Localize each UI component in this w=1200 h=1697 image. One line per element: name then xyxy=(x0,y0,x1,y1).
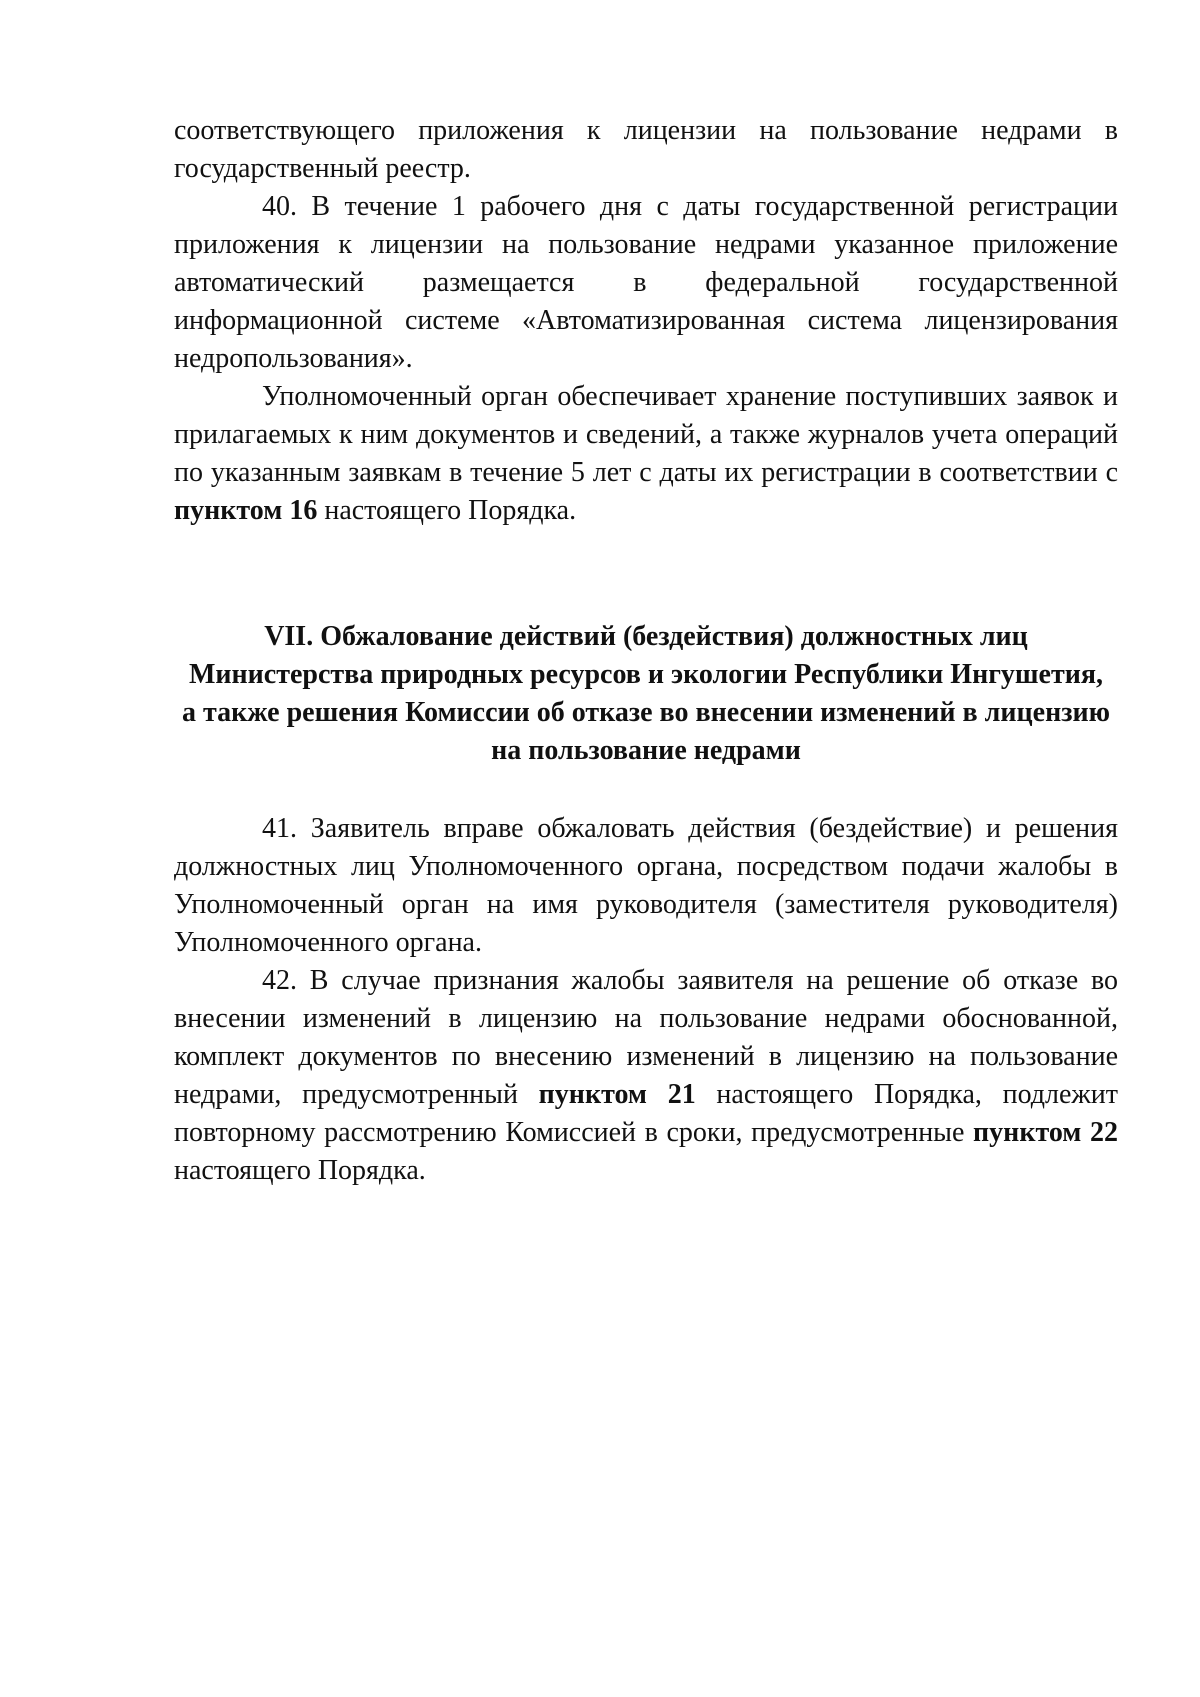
reference-punkt-22: пунктом 22 xyxy=(973,1117,1118,1148)
paragraph-42-text-1: 42. В случае признания жалобы заявителя на решение об отказе во внесении изменений в лицензию на пользование недрами обоснованной, комплект документов по внесению изменений в лицензию на пользование недрами, предусмотренный xyxy=(174,965,1118,1110)
paragraph-42-text-2: настоящего Порядка, подлежит повторному рассмотрению Комиссией в сроки, предусмотренные xyxy=(174,1079,1118,1148)
reference-punkt-16: пунктом 16 xyxy=(174,495,318,526)
section-heading-block xyxy=(174,618,1118,770)
paragraph-40: 40. В течение 1 рабочего дня с даты государственной регистрации приложения к лицензии на пользование недрами указанное приложение автоматический размещается в федеральной государственной информационной системе «Автоматизированная система лицензирования недропользования». xyxy=(174,191,1118,374)
section-heading xyxy=(174,618,1118,770)
paragraph-storage-text-before: Уполномоченный орган обеспечивает хранение поступивших заявок и прилагаемых к ним документов и сведений, а также журналов учета операций по указанным заявкам в течение 5 лет с даты их регистрации в соответствии с xyxy=(174,381,1118,488)
reference-punkt-21: пунктом 21 xyxy=(538,1079,696,1110)
paragraph-storage-text-after: настоящего Порядка. xyxy=(317,495,577,526)
paragraph-42 xyxy=(174,962,1118,1190)
paragraph-42-text-3: настоящего Порядка. xyxy=(174,1155,426,1186)
paragraph-storage xyxy=(174,378,1118,530)
paragraph-intro: соответствующего приложения к лицензии на пользование недрами в государственный реестр. xyxy=(174,115,1118,184)
document-body xyxy=(174,112,1118,1190)
section-heading-line-3: а также решения Комиссии об отказе во внесении изменений в лицензию xyxy=(182,697,1110,728)
paragraph-41: 41. Заявитель вправе обжаловать действия (бездействие) и решения должностных лиц Уполномоченного органа, посредством подачи жалобы в Уполномоченный орган на имя руководителя (заместителя руководителя) Уполномоченного органа. xyxy=(174,813,1118,958)
section-heading-line-2: Министерства природных ресурсов и экологии Республики Ингушетия, xyxy=(188,659,1104,690)
section-heading-line-1: VII. Обжалование действий (бездействия) должностных лиц xyxy=(264,621,1028,652)
section-heading-line-4: на пользование недрами xyxy=(491,735,801,766)
